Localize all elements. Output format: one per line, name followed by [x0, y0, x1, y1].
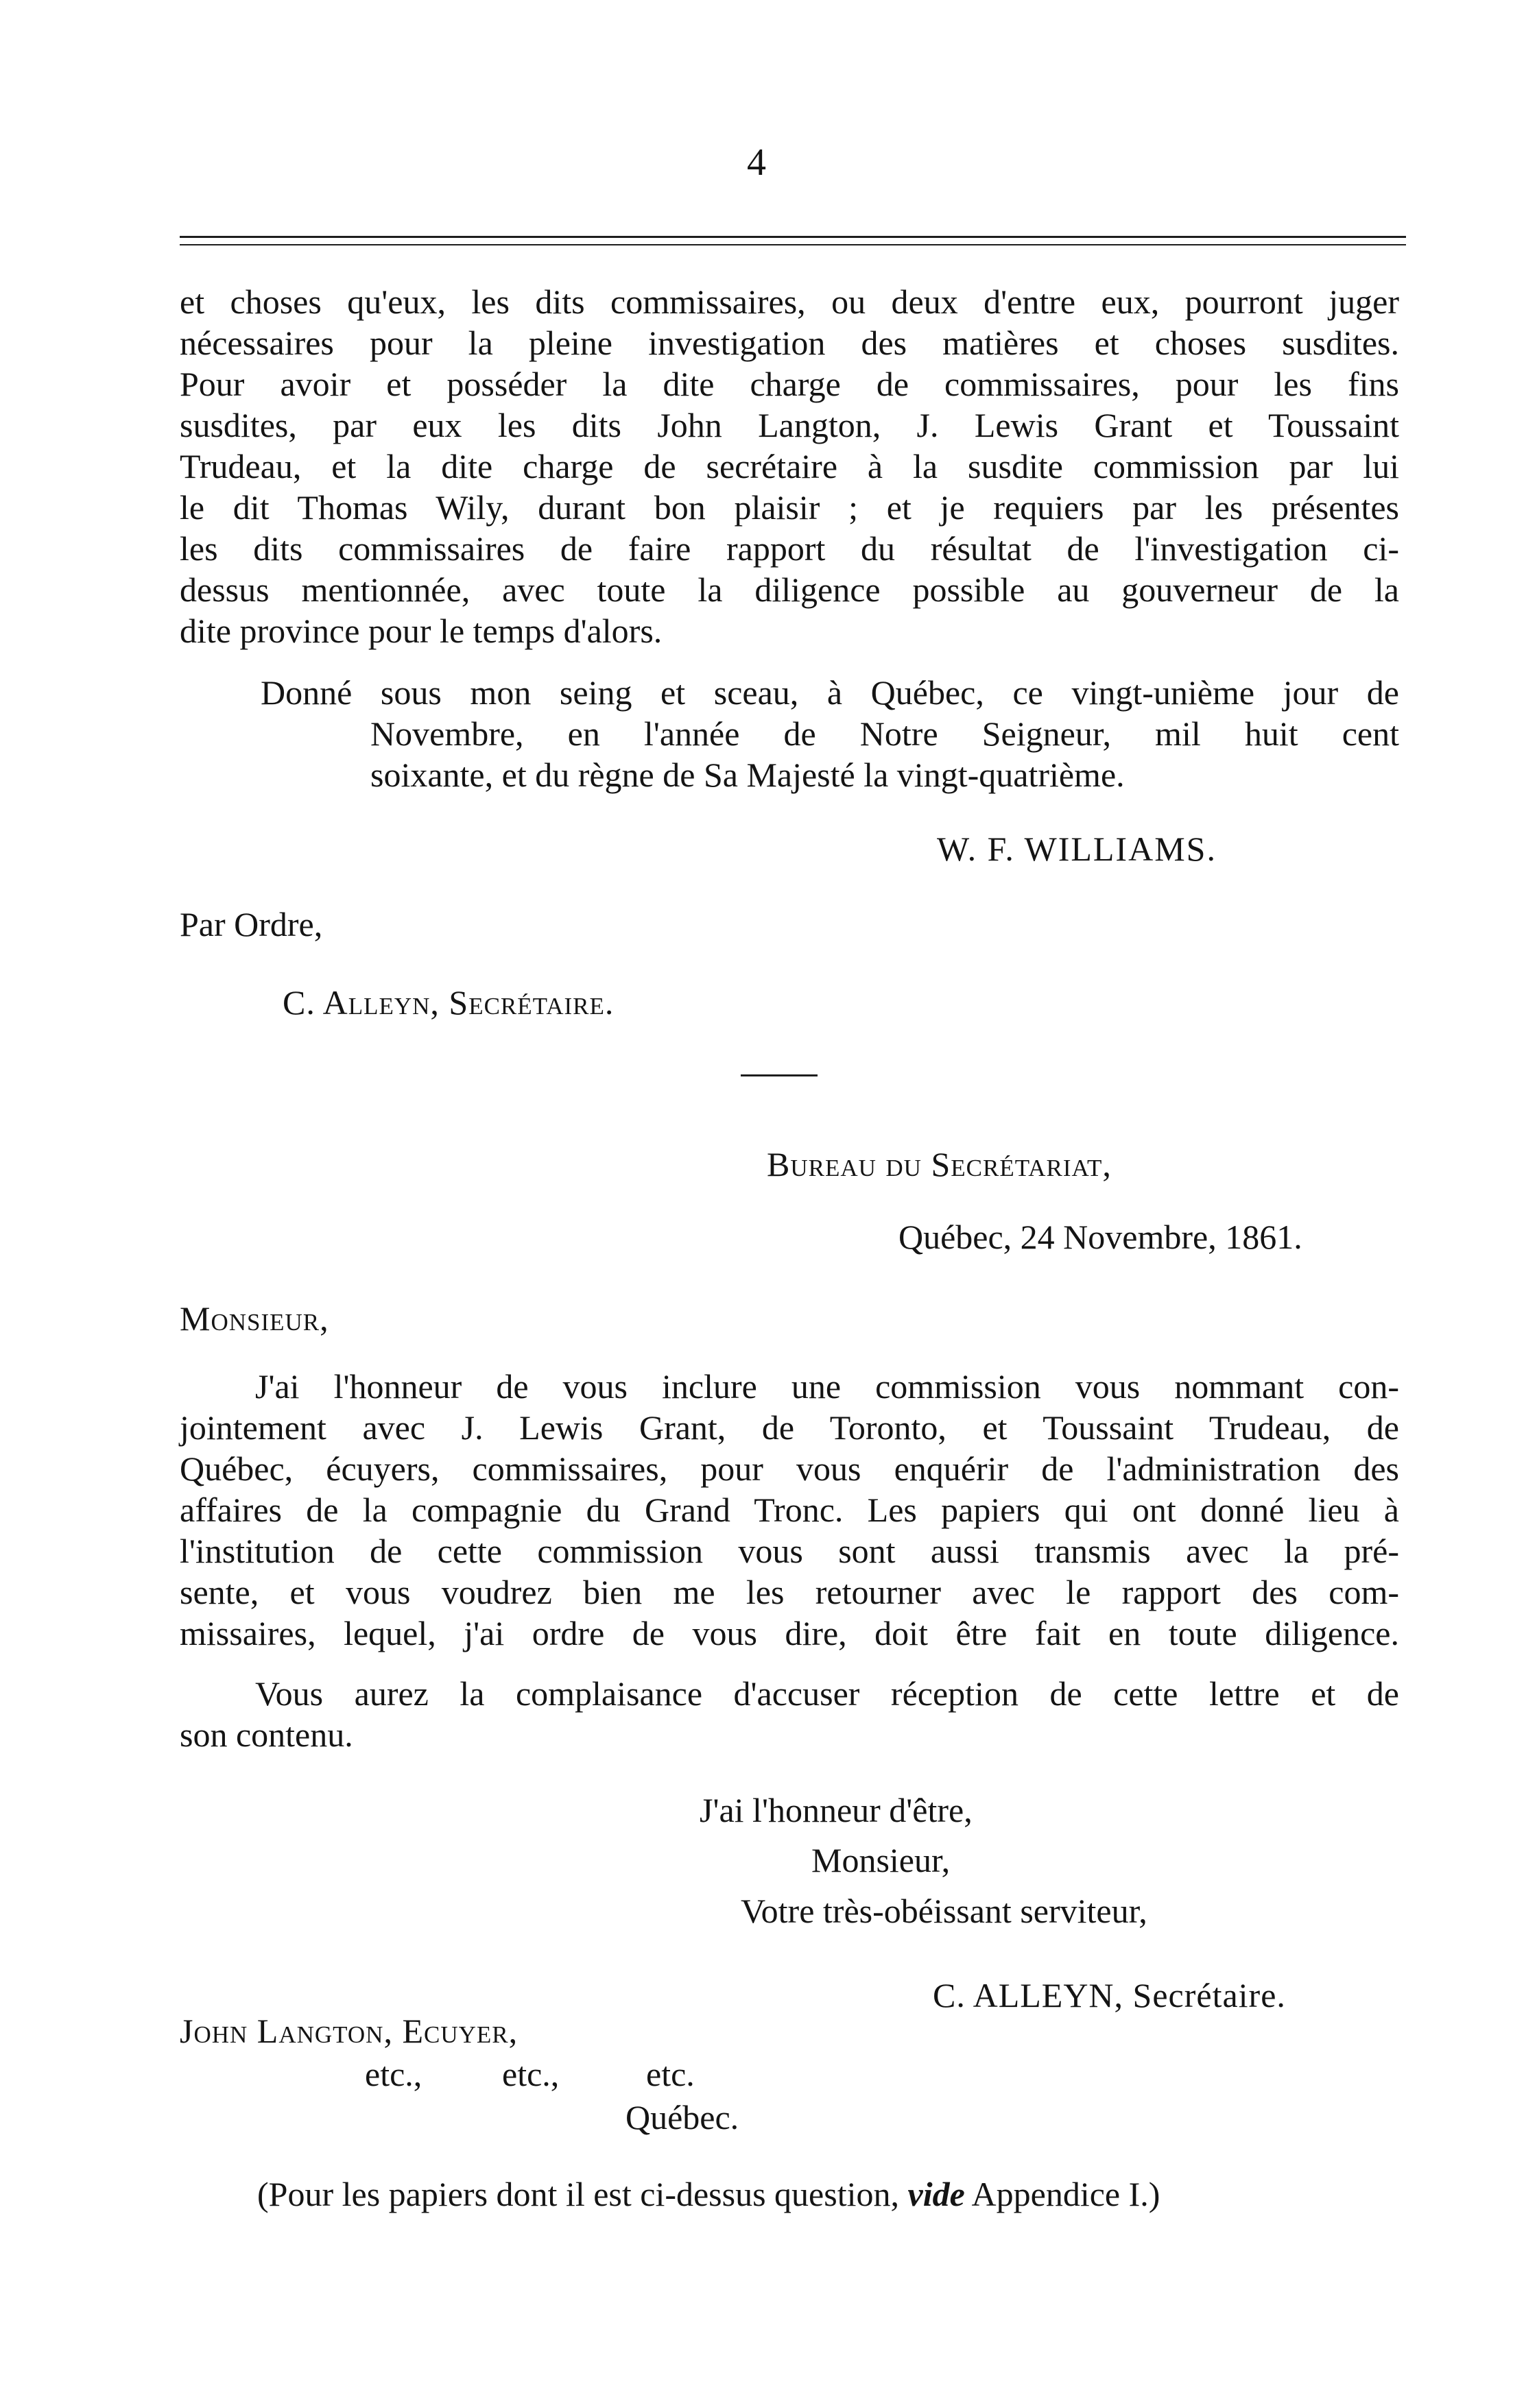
acknowledge-line: son contenu.: [180, 1715, 353, 1754]
intro-line: et choses qu'eux, les dits commissaires, ou deux d'entre eux, pourront juger: [180, 282, 1399, 321]
alleyn-name: C. Alleyn, Secrétaire.: [283, 983, 615, 1022]
footnote-vide: vide: [907, 2175, 965, 2213]
addressee-etc-3: etc.: [646, 2055, 695, 2093]
addressee-city: Québec.: [626, 2098, 739, 2136]
footnote-text-before: (Pour les papiers dont il est ci-dessus question,: [257, 2175, 908, 2213]
salutation: Monsieur,: [180, 1299, 329, 1338]
addressee-name: John Langton, Ecuyer,: [180, 2012, 519, 2050]
header-rule-bottom: [180, 244, 1406, 245]
letter-line: J'ai l'honneur de vous inclure une commission vous nommant con-: [255, 1367, 1399, 1406]
acknowledge-paragraph: [180, 1673, 1399, 1755]
letter-line: Québec, écuyers, commissaires, pour vous enquérir de l'administration des: [180, 1449, 1399, 1488]
footnote-text-after: Appendice I.): [964, 2175, 1160, 2213]
intro-line: nécessaires pour la pleine investigation des matières et choses susdites.: [180, 324, 1399, 362]
given-line: Novembre, en l'année de Notre Seigneur, mil huit cent: [370, 714, 1399, 753]
letter-line: missaires, lequel, j'ai ordre de vous dire, doit être fait en toute diligence.: [180, 1614, 1399, 1652]
signature-alleyn: C. ALLEYN, Secrétaire.: [933, 1976, 1286, 2014]
addressee-etc-1: etc.,: [365, 2055, 422, 2093]
date-line: Québec, 24 Novembre, 1861.: [898, 1218, 1302, 1256]
intro-paragraph: [180, 281, 1399, 651]
closing-line-3: Votre très-obéissant serviteur,: [741, 1892, 1147, 1930]
letter-paragraph: [180, 1366, 1399, 1654]
addressee-etc-2: etc.,: [502, 2055, 560, 2093]
alleyn-secretary: [283, 982, 614, 1023]
page-number: 4: [747, 141, 766, 184]
given-line: Donné sous mon seing et sceau, à Québec, ce vingt-unième jour de: [261, 673, 1399, 712]
closing-line-1: J'ai l'honneur d'être,: [700, 1791, 973, 1829]
closing-line-2: Monsieur,: [811, 1841, 951, 1879]
intro-line: Pour avoir et posséder la dite charge de commissaires, pour les fins: [180, 365, 1399, 403]
intro-line: le dit Thomas Wily, durant bon plaisir ; et je requiers par les présentes: [180, 488, 1399, 527]
section-divider: [741, 1074, 818, 1076]
footnote: [257, 2174, 1160, 2215]
intro-line: Trudeau, et la dite charge de secrétaire à la susdite commission par lui: [180, 447, 1399, 485]
letter-line: jointement avec J. Lewis Grant, de Toronto, et Toussaint Trudeau, de: [180, 1408, 1399, 1447]
letter-line: sente, et vous voudrez bien me les retourner avec le rapport des com-: [180, 1573, 1399, 1611]
intro-line: les dits commissaires de faire rapport du résultat de l'investigation ci-: [180, 529, 1399, 568]
signature-williams: W. F. WILLIAMS.: [937, 830, 1217, 868]
intro-line: dite province pour le temps d'alors.: [180, 612, 663, 650]
intro-line: dessus mentionnée, avec toute la diligence possible au gouverneur de la: [180, 570, 1399, 609]
given-paragraph: [261, 672, 1399, 713]
given-line: soixante, et du règne de Sa Majesté la vingt-quatrième.: [370, 756, 1125, 794]
header-rule-top: [180, 236, 1406, 238]
intro-line: susdites, par eux les dits John Langton, J. Lewis Grant et Toussaint: [180, 406, 1399, 444]
letter-line: l'institution de cette commission vous sont aussi transmis avec la pré-: [180, 1532, 1399, 1570]
given-continuation: [370, 713, 1399, 795]
par-ordre: Par Ordre,: [180, 905, 323, 943]
bureau-heading: Bureau du Secrétariat,: [767, 1145, 1112, 1183]
letter-line: affaires de la compagnie du Grand Tronc. Les papiers qui ont donné lieu à: [180, 1491, 1399, 1529]
acknowledge-line: Vous aurez la complaisance d'accuser réception de cette lettre et de: [255, 1674, 1399, 1713]
